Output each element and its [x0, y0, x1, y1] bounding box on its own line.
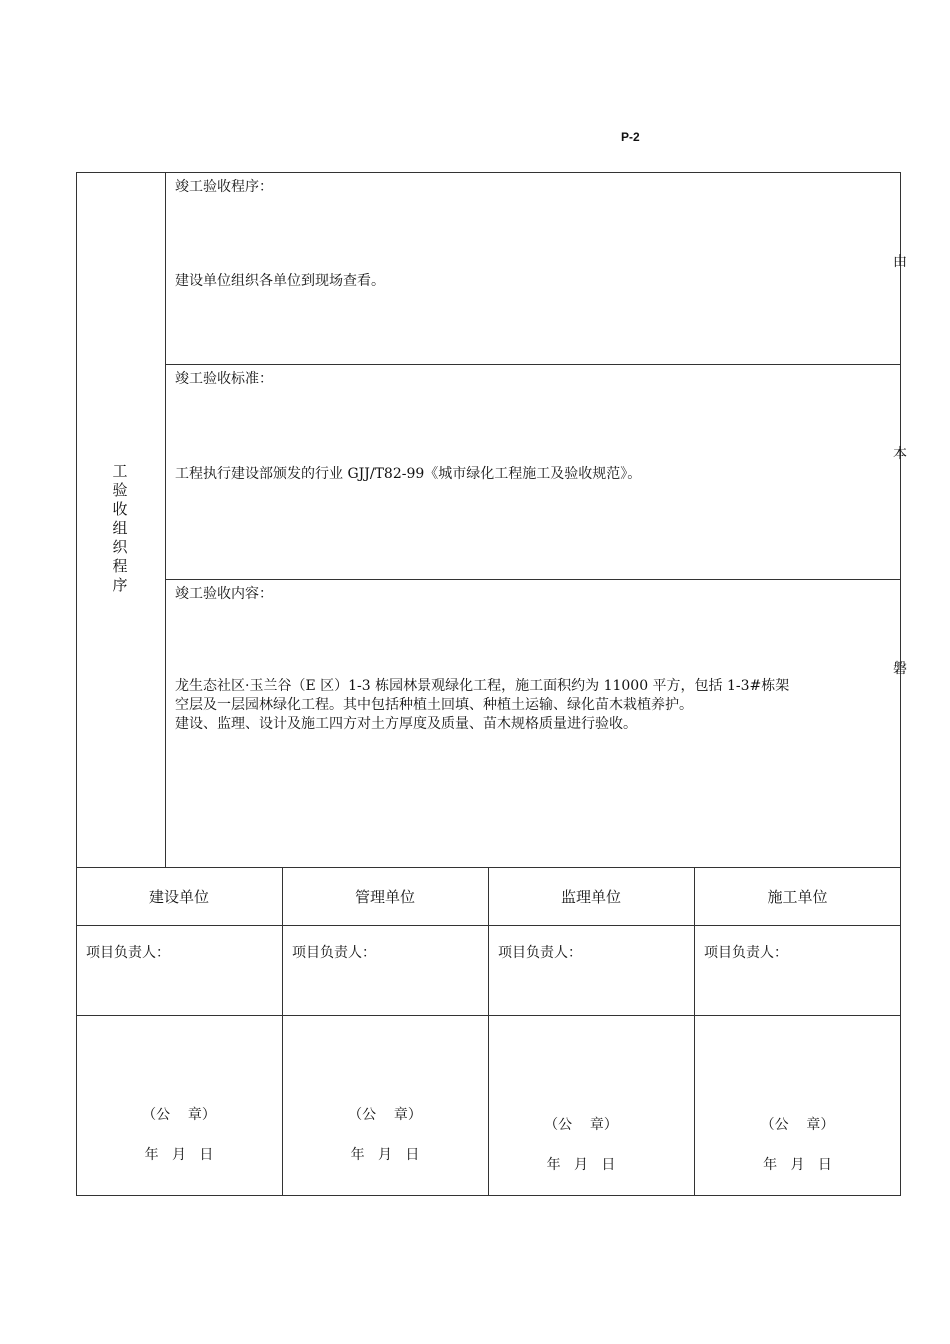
date-management: 年 月 日 — [350, 1147, 420, 1163]
unit-name-supervision: 监理单位 — [560, 888, 621, 906]
date-contractor: 年 月 日 — [763, 1157, 832, 1173]
section-label-char: 收 — [112, 500, 128, 518]
section-label-char: 织 — [112, 538, 128, 556]
leader-field-supervision[interactable]: 项目负责人： — [498, 945, 582, 961]
content-body — [175, 677, 895, 734]
seal-supervision: （公 章） — [544, 1117, 618, 1133]
leader-field-construction[interactable]: 项目负责人： — [86, 945, 170, 961]
unit-name-management: 管理单位 — [354, 888, 415, 906]
row-divider-1 — [165, 364, 901, 365]
section-label-char: 工 — [112, 462, 128, 480]
content-line: 建设、监理、设计及施工四方对土方厚度及质量、苗木规格质量进行验收。 — [175, 716, 637, 732]
row-divider-2 — [165, 579, 901, 580]
unit-divider-2 — [488, 867, 489, 1196]
section-label — [110, 462, 130, 595]
section-label-char: 程 — [112, 557, 128, 575]
section-label-char: 验 — [112, 481, 128, 499]
side-char: 磐 — [893, 661, 907, 677]
date-construction: 年 月 日 — [144, 1147, 214, 1163]
section-label-char: 序 — [112, 576, 128, 594]
content-heading: 竣工验收内容： — [175, 586, 273, 602]
standard-body: 工程执行建设部颁发的行业 GJJ/T82-99《城市绿化工程施工及验收规范》。 — [175, 466, 642, 482]
content-line: 龙生态社区·玉兰谷（E 区）1-3 栋园林景观绿化工程，施工面积约为 11000 平方，包括 1-3#栋架 — [175, 678, 790, 694]
procedure-heading: 竣工验收程序： — [175, 179, 273, 195]
content-line: 空层及一层园林绿化工程。其中包括种植土回填、种植土运输、绿化苗木栽植养护。 — [175, 697, 693, 713]
leader-field-contractor[interactable]: 项目负责人： — [704, 945, 788, 961]
section-label-char: 组 — [112, 519, 128, 537]
date-supervision: 年 月 日 — [546, 1157, 616, 1173]
side-char: 由 — [893, 254, 907, 270]
procedure-body: 建设单位组织各单位到现场查看。 — [175, 273, 385, 289]
leader-field-management[interactable]: 项目负责人： — [292, 945, 376, 961]
label-column-divider — [165, 172, 166, 867]
seal-contractor: （公 章） — [760, 1117, 835, 1133]
standard-heading: 竣工验收标准： — [175, 371, 273, 387]
seal-management: （公 章） — [348, 1107, 422, 1123]
unit-divider-3 — [694, 867, 695, 1196]
side-char: 本 — [893, 446, 907, 462]
page-code: P-2 — [621, 130, 640, 144]
unit-name-contractor: 施工单位 — [767, 888, 828, 906]
unit-name-construction: 建设单位 — [148, 888, 209, 906]
seal-construction: （公 章） — [142, 1107, 216, 1123]
